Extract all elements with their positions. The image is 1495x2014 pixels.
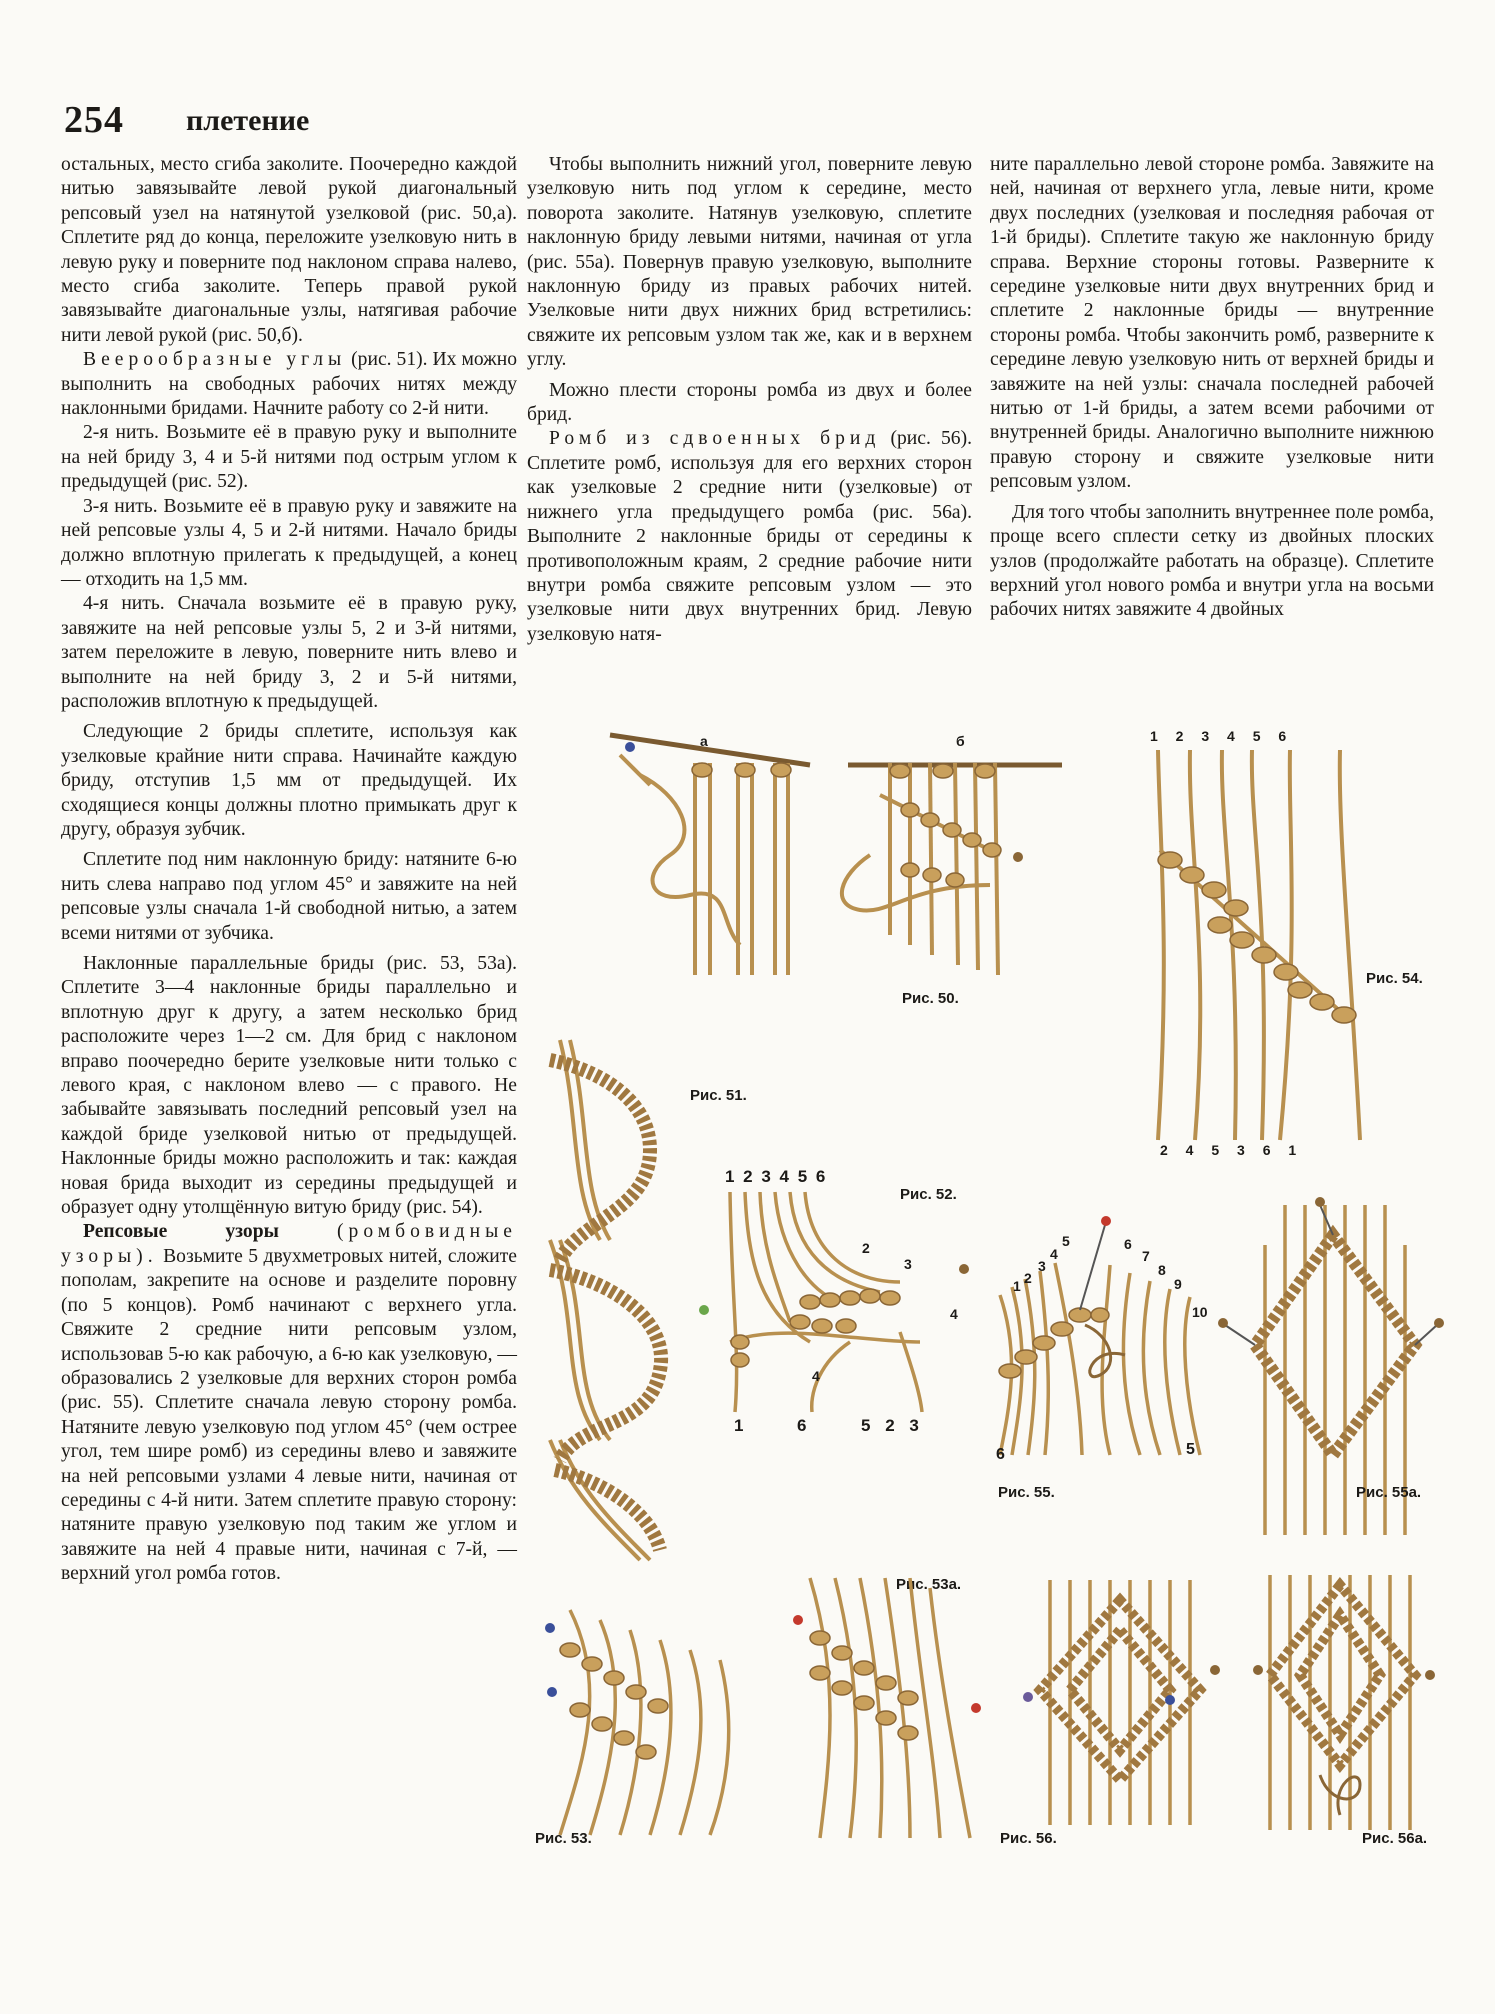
figure-52-label: 5 2 3 (861, 1416, 919, 1435)
paragraph: Веерообразные углы (рис. 51). Их можно выполнить на свободных рабочих нитях между наклонными бридами. Начните работу со 2-й нити. (61, 349, 517, 420)
figure-55-illustration (990, 1225, 1205, 1455)
text-column-1 (61, 153, 517, 1587)
paragraph: Ромб из сдвоенных брид (рис. 56). Сплетите ромб, используя для его верхних сторон как узелковые 2 средние нити (узелковые) от нижнего угла предыдущего ромба (рис. 56а). Выполните 2 наклонные бриды от середины к противоположным краям, 2 средние рабочие нити внутри ромба свяжите репсовым узлом — это узелковые нити двух внутренних брид. Левую узелковую натя- (527, 428, 973, 645)
figure-55-label: 3 (1038, 1258, 1046, 1274)
paragraph: ните параллельно левой стороне ромба. Завяжите на ней, начиная от верхнего угла, левые нити, кроме двух последних (узелковая и последняя рабочая от 1-й бриды). Сплетите такую же наклонную бриду справа. Верхние стороны готовы. Разверните к середине узелковые нити двух внутренних брид и сплетите 2 наклонные бриды — внутренние стороны ромба. Чтобы закончить ромб, разверните к середине левую узелковую нить от верхней бриды и завяжите на ней узлы: сначала последней рабочей нитью от 1-й бриды, а затем всеми рабочими от внутренней бриды. Аналогично выполните нижнюю правую сторону и свяжите узелковые нити репсовым узлом. (990, 154, 1434, 493)
figure-54-caption: Рис. 54. (1366, 970, 1423, 987)
figure-55-label: 1 (1013, 1278, 1021, 1294)
term: Ромб из сдвоенных брид (549, 428, 881, 450)
figure-55-label: 6 (1124, 1236, 1132, 1252)
figure-52-top-numbers: 1 2 3 4 5 6 (725, 1167, 828, 1186)
term: Веерообразные углы (83, 349, 347, 371)
figure-50-illustration (610, 735, 1070, 995)
figure-52-label: 4 (950, 1306, 958, 1322)
figure-52-label: 4 (812, 1368, 820, 1384)
figure-54-bottom-numbers: 2 4 5 3 6 1 (1160, 1142, 1297, 1158)
page-number: 254 (64, 99, 124, 141)
term: Репсовые узоры (83, 1221, 279, 1243)
figure-52-label: 2 (862, 1240, 870, 1256)
figure-55-label: 2 (1024, 1270, 1032, 1286)
paragraph: Можно плести стороны ромба из двух и более брид. (527, 379, 972, 426)
figure-51-caption: Рис. 51. (690, 1087, 747, 1104)
figure-53a-illustration (780, 1578, 985, 1838)
figure-56-caption: Рис. 56. (1000, 1830, 1057, 1847)
paragraph: остальных, место сгиба заколите. Поочередно каждой нитью завязывайте левой рукой диагональный репсовый узел на натянутой узелковой (рис. 50,а). Сплетите ряд до конца, переложите узелковую нить в левую руку и поверните под наклоном справа налево, место сгиба заколите. Теперь правой рукой завязывайте диагональные узлы, натягивая рабочие нити левой рукой (рис. 50,б). (61, 154, 517, 346)
figure-55-label: 5 (1186, 1441, 1195, 1458)
paragraph: Репсовые узоры (ромбовидные узоры). Возьмите 5 двухметровых нитей, сложите пополам, закрепите на основе и разделите поровну (по 5 концов). Ромб начинают с верхнего угла. Свяжите 2 средние нити репсовым узлом, использовав 5-ю как рабочую, а 6-ю как узелковую, — образовались 2 узелковые для верхних сторон ромба (рис. 55). Сплетите сначала левую сторону ромба. Натяните левую узелковую под углом 45° (чем острее угол, тем шире ромб) из середины влево и завяжите на ней репсовыми узлами 4 левые нити, начиная от середины с 4-й нити. Затем сплетите правую сторону: натяните правую узелковую под таким же углом и завяжите на ней 4 правые нити, начиная с 7-й, — верхний угол ромба готов. (61, 1221, 517, 1585)
figure-55-label: 6 (996, 1446, 1005, 1463)
paragraph: 2-я нить. Возьмите её в правую руку и выполните на ней бриду 3, 4 и 5-й нитями под острым углом к предыдущей (рис. 52). (61, 422, 517, 493)
figure-56-illustration (1010, 1580, 1225, 1825)
figure-55a-caption: Рис. 55а. (1356, 1484, 1422, 1501)
text-column-2 (527, 153, 972, 647)
paragraph: 4-я нить. Сначала возьмите её в правую руку, завяжите на ней репсовые узлы 5, 2 и 3-й нитями, затем переложите в левую, поверните нить влево и выполните на ней бриду 3, 2 и 5-й нитями, расположив вплотную к предыдущей. (61, 593, 517, 712)
figure-52-label: 3 (904, 1256, 912, 1272)
paragraph: Для того чтобы заполнить внутреннее поле ромба, проще всего сплести сетку из двойных плоских узлов (продолжайте работать на образце). Сплетите верхний угол нового ромба и внутри угла на восьми рабочих нитях завяжите 4 двойных (990, 501, 1434, 621)
paragraph: Следующие 2 бриды сплетите, используя как узелковые крайние нити справа. Начинайте каждую бриду, отступив 1,5 мм от предыдущей. Их сходящиеся концы должны плотно примыкать друг к другу, образуя зубчик. (61, 721, 517, 840)
figure-52-illustration (700, 1192, 970, 1412)
paragraph: 3-я нить. Возьмите её в правую руку и завяжите на ней репсовые узлы 4, 5 и 2-й нитями. Начало бриды должно вплотную прилегать к предыдущей, а конец — отходить на 1,5 мм. (61, 495, 517, 590)
figure-51-illustration (540, 1040, 690, 1560)
figure-55-label: 9 (1174, 1276, 1182, 1292)
figure-54-illustration (1150, 750, 1380, 1140)
figure-52-label: 6 (797, 1416, 807, 1435)
figure-54-top-numbers: 1 2 3 4 5 6 (1150, 728, 1287, 744)
figure-53a-caption: Рис. 53а. (896, 1576, 962, 1593)
section-title: плетение (186, 104, 310, 137)
paragraph: Наклонные параллельные бриды (рис. 53, 53а). Сплетите 3—4 наклонные бриды параллельно и вплотную друг к другу, а затем несколько брид расположите через 1—2 см. Для брид с наклоном вправо поочередно берите узелковые нити только с левого края, с наклоном влево — с правого. Не забывайте завязывать последний репсовый узел на каждой бриде узелковой нитью от предыдущей. Наклонные бриды можно расположить и так: каждая новая брида выходит из середины предыдущей и образует одну утолщённую витую бриду (рис. 54). (61, 953, 517, 1219)
figure-50b-label: б (956, 733, 965, 749)
figure-50a-label: а (700, 733, 708, 749)
figure-52-caption: Рис. 52. (900, 1186, 957, 1203)
paragraph: Сплетите под ним наклонную бриду: натяните 6-ю нить слева направо под углом 45° и завяжите на ней репсовые узлы сначала 1-й свободной нитью, а затем всеми нитями от зубчика. (61, 849, 517, 944)
figure-55-label: 5 (1062, 1233, 1070, 1249)
figure-50-caption: Рис. 50. (902, 990, 959, 1007)
figure-53-illustration (540, 1610, 760, 1835)
figure-55-label: 4 (1050, 1246, 1058, 1262)
figure-56a-illustration (1250, 1575, 1445, 1830)
figure-53-caption: Рис. 53. (535, 1830, 592, 1847)
figure-56a-caption: Рис. 56а. (1362, 1830, 1428, 1847)
figure-55-label: 10 (1192, 1304, 1208, 1320)
figure-52-label: 1 (734, 1416, 744, 1435)
figure-55-label: 8 (1158, 1262, 1166, 1278)
figure-55-caption: Рис. 55. (998, 1484, 1055, 1501)
text-column-3 (990, 153, 1434, 623)
paragraph: Чтобы выполнить нижний угол, поверните левую узелковую нить под углом к середине, место поворота заколите. Натянув узелковую, сплетите наклонную бриду левыми нитями, начиная от угла (рис. 55а). Повернув правую узелковую, выполните наклонную бриду из правых рабочих нитей. Узелковые нити двух нижних брид встретились: свяжите их репсовым узлом так же, как и в верхнем углу. (527, 154, 972, 371)
figure-55-label: 7 (1142, 1248, 1150, 1264)
